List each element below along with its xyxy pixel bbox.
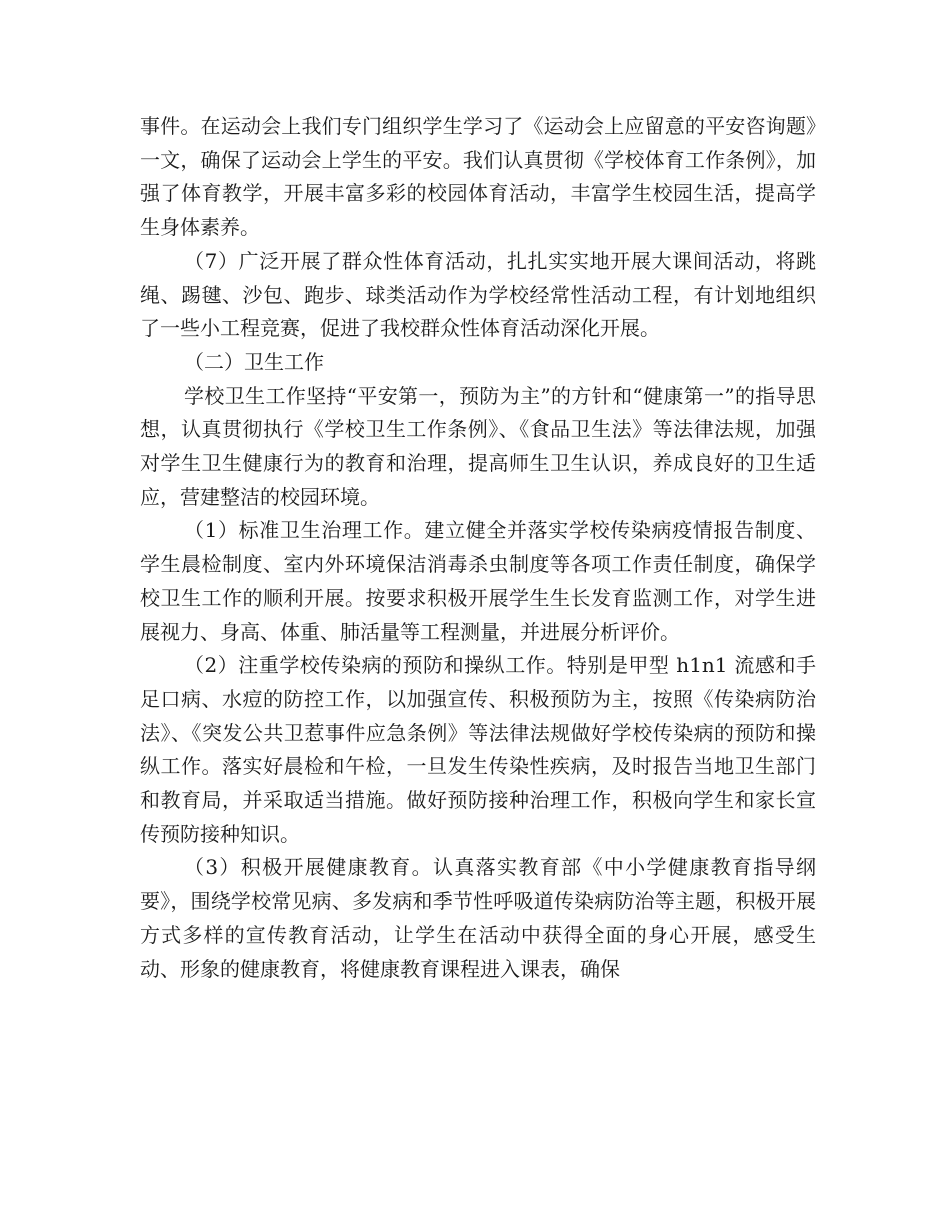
paragraph-item-3: （3）积极开展健康教育。认真落实教育部《中小学健康教育指导纲要》，围绕学校常见病、多发病和季节性呼吸道传染病防治等主题，积极开展方式多样的宣传教育活动，让学生在活动中获得全面的身心开展，感受生动、形象的健康教育，将健康教育课程进入课表，确保 <box>140 855 816 981</box>
section-heading-hygiene: （二）卫生工作 <box>184 349 324 374</box>
paragraph-continuation: 事件。在运动会上我们专门组织学生学习了《运动会上应留意的平安咨询题》一文，确保了运动会上学生的平安。我们认真贯彻《学校体育工作条例》，加强了体育教学，开展丰富多彩的校园体育活动，丰富学生校园生活，提高学生身体素养。 <box>140 114 816 240</box>
paragraph-item-7: （7）广泛开展了群众性体育活动，扎扎实实地开展大课间活动，将跳绳、踢毽、沙包、跑步、球类活动作为学校经常性活动工程，有计划地组织了一些小工程竞赛，促进了我校群众性体育活动深化开展。 <box>140 248 816 341</box>
paragraph-item-1: （1）标准卫生治理工作。建立健全并落实学校传染病疫情报告制度、学生晨检制度、室内外环境保洁消毒杀虫制度等各项工作责任制度，确保学校卫生工作的顺利开展。按要求积极开展学生生长发育监测工作，对学生进展视力、身高、体重、肺活量等工程测量，并进展分析评价。 <box>140 518 816 644</box>
paragraph-section-intro: 学校卫生工作坚持“平安第一，预防为主”的方针和“健康第一”的指导思想，认真贯彻执行《学校卫生工作条例》、《食品卫生法》等法律法规，加强对学生卫生健康行为的教育和治理，提高师生卫生认识，养成良好的卫生适应，营建整洁的校园环境。 <box>140 383 816 509</box>
document-page <box>140 110 816 986</box>
paragraph-item-2: （2）注重学校传染病的预防和操纵工作。特别是甲型 h1n1 流感和手足口病、水痘的防控工作，以加强宣传、积极预防为主，按照《传染病防治法》、《突发公共卫惹事件应急条例》等法律法规做好学校传染病的预防和操纵工作。落实好晨检和午检，一旦发生传染性疾病，及时报告当地卫生部门和教育局，并采取适当措施。做好预防接种治理工作，积极向学生和家长宣传预防接种知识。 <box>140 653 816 846</box>
